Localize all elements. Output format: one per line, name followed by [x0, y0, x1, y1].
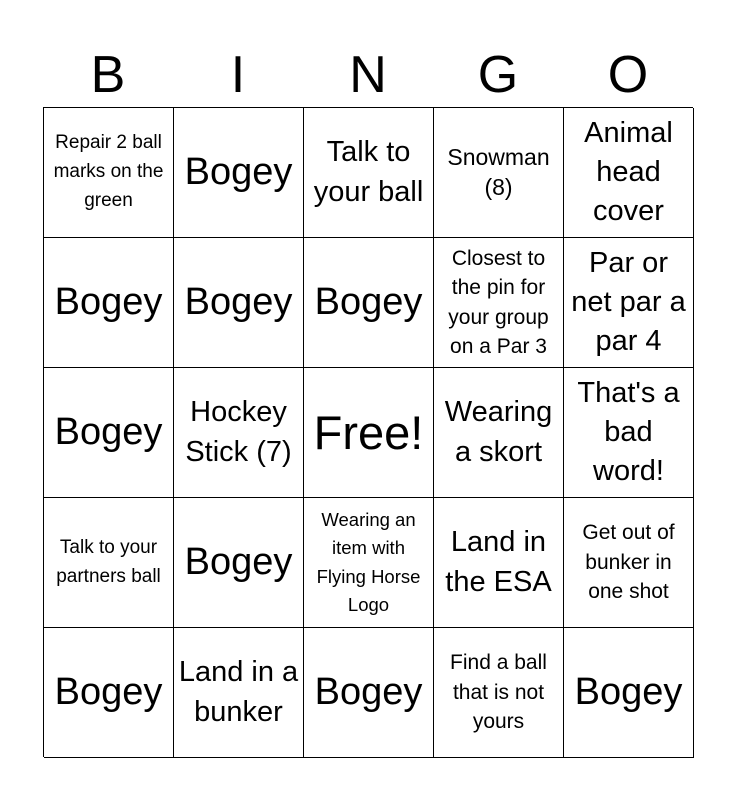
cell-text: Repair 2 ball marks on the green [53, 132, 164, 211]
bingo-cell[interactable] [434, 498, 564, 628]
bingo-cell[interactable] [304, 238, 434, 368]
cell-text: Hockey Stick (7) [185, 396, 292, 468]
header-letter-n: N [349, 46, 387, 104]
header-letter-b: B [90, 46, 126, 104]
cell-text: Get out of bunker in one shot [582, 521, 675, 604]
bingo-cell[interactable] [304, 628, 434, 758]
cell-text: Talk to your ball [313, 136, 424, 208]
bingo-cell[interactable] [564, 108, 694, 238]
bingo-cell[interactable] [44, 628, 174, 758]
cell-text: Land in the ESA [445, 526, 552, 598]
bingo-cell[interactable] [304, 108, 434, 238]
bingo-cell[interactable] [174, 368, 304, 498]
cell-text: Bogey [574, 670, 683, 713]
cell-text: Land in a bunker [178, 656, 299, 728]
bingo-header [43, 44, 693, 106]
bingo-cell[interactable] [564, 628, 694, 758]
cell-text: Bogey [314, 280, 423, 323]
cell-text: Bogey [54, 670, 163, 713]
cell-text: Animal head cover [584, 116, 673, 228]
header-letter-o: O [607, 46, 649, 104]
cell-text: Wearing a skort [444, 396, 553, 468]
header-letter-g: G [477, 46, 519, 104]
cell-text: Bogey [184, 280, 293, 323]
bingo-cell[interactable] [434, 108, 564, 238]
bingo-cell[interactable] [174, 498, 304, 628]
header-letter-i: I [230, 46, 246, 104]
bingo-cell[interactable] [44, 498, 174, 628]
bingo-cell[interactable] [304, 498, 434, 628]
bingo-cell[interactable] [564, 498, 694, 628]
bingo-cell[interactable] [434, 238, 564, 368]
cell-text: Closest to the pin for your group on a Par 3 [448, 246, 549, 358]
bingo-cell[interactable] [434, 628, 564, 758]
cell-text: Find a ball that is not yours [450, 651, 547, 734]
cell-text: Bogey [314, 670, 423, 713]
bingo-cell[interactable] [44, 238, 174, 368]
bingo-cell[interactable] [564, 238, 694, 368]
bingo-cell[interactable] [564, 368, 694, 498]
cell-text: Bogey [184, 150, 293, 193]
cell-text: Bogey [54, 280, 163, 323]
cell-text: Snowman (8) [447, 143, 550, 200]
free-space-cell[interactable] [304, 368, 434, 498]
cell-text: Par or net par a par 4 [571, 246, 686, 358]
bingo-cell[interactable] [44, 368, 174, 498]
bingo-cell[interactable] [434, 368, 564, 498]
bingo-cell[interactable] [44, 108, 174, 238]
bingo-cell[interactable] [174, 238, 304, 368]
cell-text: Free! [313, 406, 424, 459]
bingo-cell[interactable] [174, 108, 304, 238]
cell-text: Talk to your partners ball [56, 536, 161, 587]
bingo-card-grid [43, 107, 693, 757]
cell-text: Bogey [184, 540, 293, 583]
cell-text: That's a bad word! [577, 376, 680, 488]
bingo-cell[interactable] [174, 628, 304, 758]
cell-text: Bogey [54, 410, 163, 453]
cell-text: Wearing an item with Flying Horse Logo [316, 509, 421, 615]
